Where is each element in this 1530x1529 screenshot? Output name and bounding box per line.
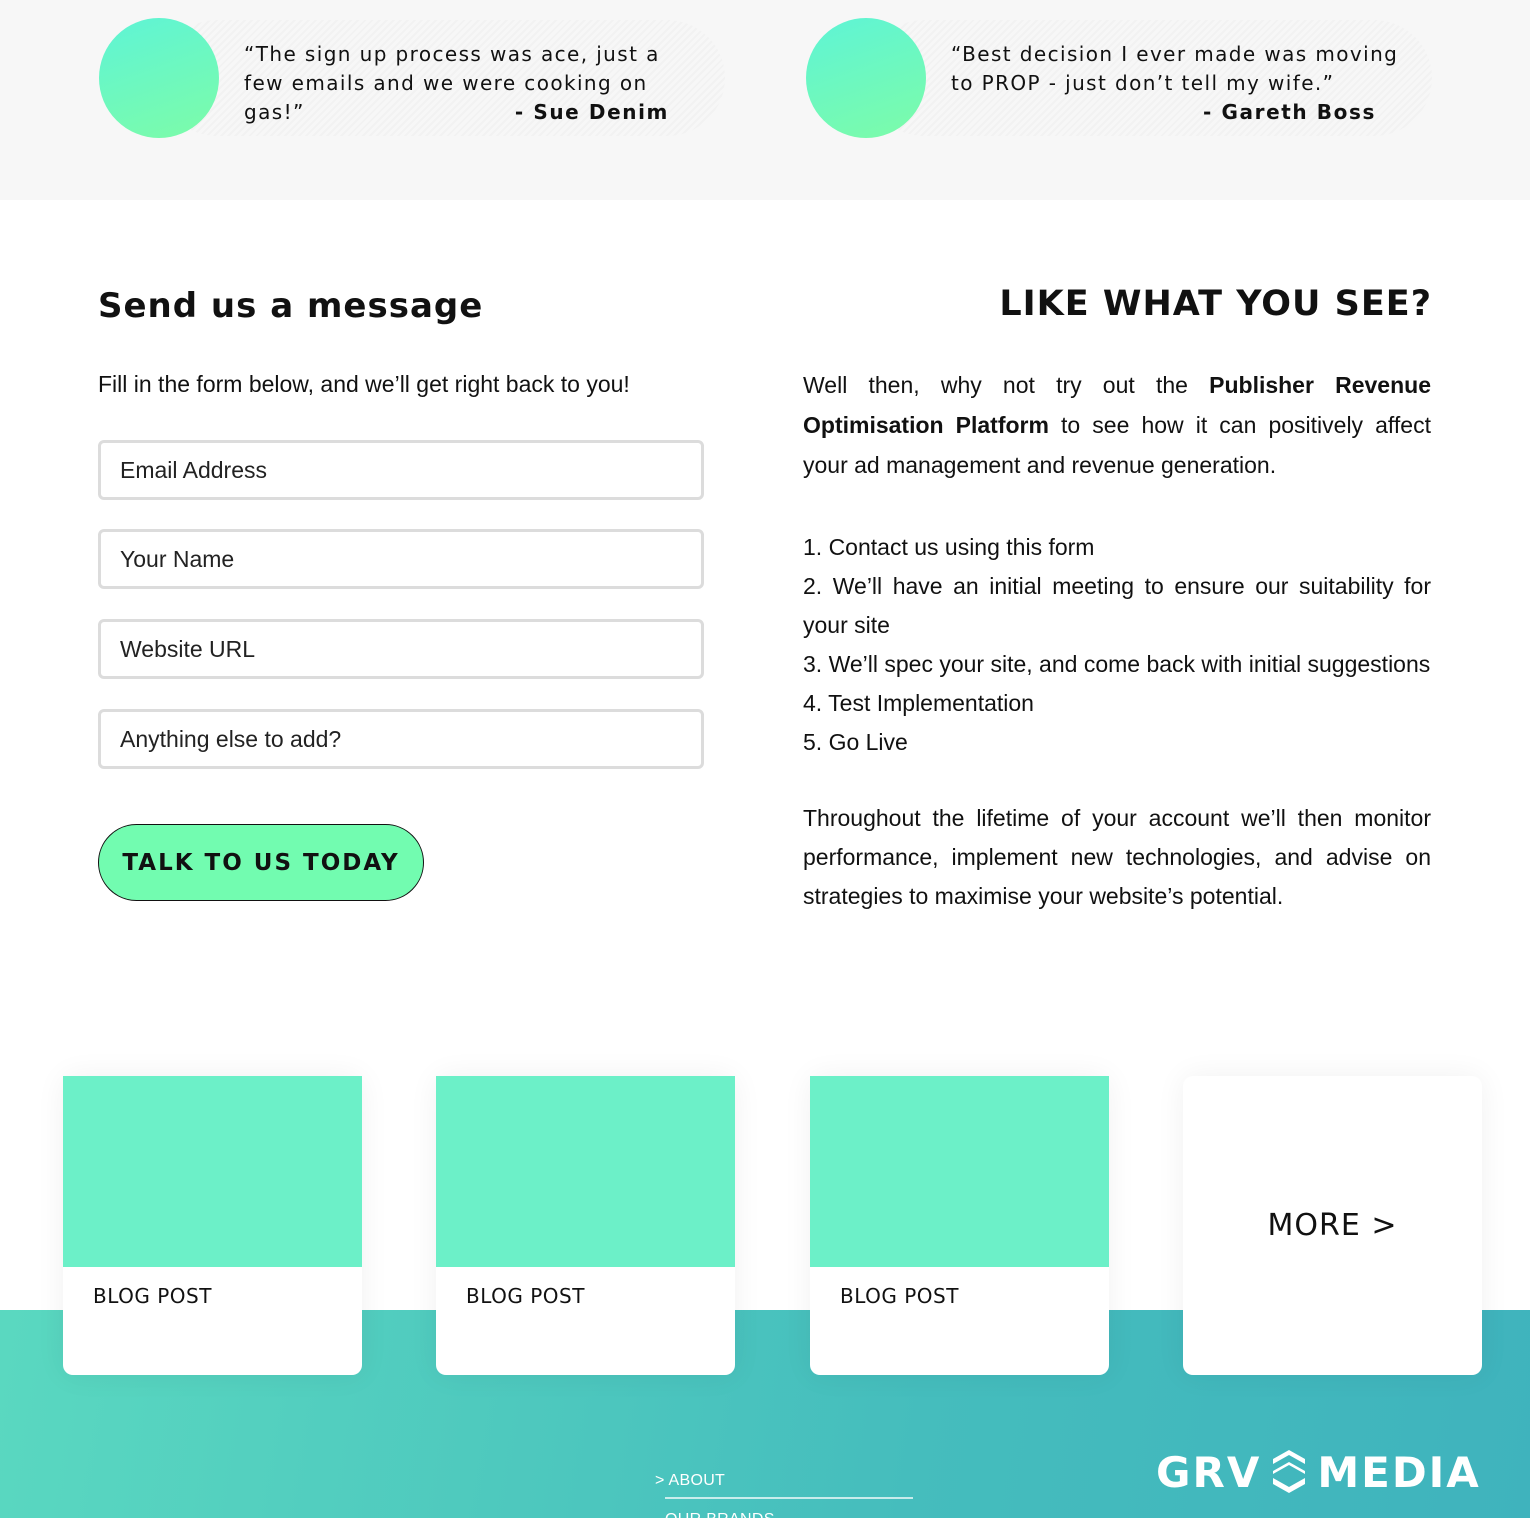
name-field[interactable] xyxy=(98,529,704,589)
testimonial-quote: “The sign up process was ace, just a few emails and we were cooking on gas!” xyxy=(244,42,660,124)
step-item: 5. Go Live xyxy=(803,729,908,755)
testimonial-quote: “Best decision I ever made was moving to PROP - just don’t tell my wife.” xyxy=(951,42,1399,95)
contact-title: Send us a message xyxy=(98,286,484,326)
testimonial-card xyxy=(806,18,1434,138)
blog-post-label: BLOG POST xyxy=(840,1284,959,1308)
logo-text-right: MEDIA xyxy=(1317,1447,1481,1497)
info-intro-paragraph xyxy=(803,365,1431,485)
testimonials-section xyxy=(0,0,1530,200)
step-item: 1. Contact us using this form xyxy=(803,534,1095,560)
footer-link-next[interactable]: OUR BRANDS xyxy=(665,1511,775,1528)
step-item: 4. Test Implementation xyxy=(803,690,1034,716)
blog-post-image xyxy=(63,1076,362,1267)
blog-post-image xyxy=(436,1076,735,1267)
blog-post-image xyxy=(810,1076,1109,1267)
info-title: LIKE WHAT YOU SEE? xyxy=(999,284,1432,324)
blog-post-label: BLOG POST xyxy=(466,1284,585,1308)
contact-intro: Fill in the form below, and we’ll get right back to you! xyxy=(98,371,630,397)
more-posts-card[interactable] xyxy=(1183,1076,1482,1375)
blog-post-card[interactable] xyxy=(810,1076,1109,1375)
steps-list xyxy=(803,528,1431,762)
product-name: Publisher Revenue Optimisation Platform xyxy=(803,372,1431,438)
testimonial-card xyxy=(99,18,727,138)
blog-post-card[interactable] xyxy=(63,1076,362,1375)
blog-post-label: BLOG POST xyxy=(93,1284,212,1308)
blog-post-card[interactable] xyxy=(436,1076,735,1375)
info-intro-text: Well then, why not try out the xyxy=(803,372,1210,398)
message-field[interactable] xyxy=(98,709,704,769)
step-item: 3. We’ll spec your site, and come back with initial suggestions xyxy=(803,651,1431,677)
grv-media-logo[interactable] xyxy=(1156,1444,1481,1500)
testimonial-author: - Gareth Boss xyxy=(1203,100,1376,124)
footer-divider xyxy=(665,1497,913,1499)
avatar xyxy=(806,18,926,138)
more-posts-label: MORE > xyxy=(1267,1208,1398,1243)
logo-text-left: GRV xyxy=(1156,1447,1262,1497)
footer-link-about[interactable]: > ABOUT xyxy=(655,1472,726,1489)
email-field[interactable] xyxy=(98,440,704,500)
step-item: 2. We’ll have an initial meeting to ensure our suitability for your site xyxy=(803,573,1431,638)
website-url-field[interactable] xyxy=(98,619,704,679)
info-closing-paragraph: Throughout the lifetime of your account we’ll then monitor performance, implement new technologies, and advise on strategies to maximise your website’s potential. xyxy=(803,805,1431,909)
info-intro-text-end: to see how it can positively affect your ad management and revenue generation. xyxy=(803,412,1431,478)
testimonial-author: - Sue Denim xyxy=(514,100,669,124)
avatar xyxy=(99,18,219,138)
talk-to-us-button[interactable]: TALK TO US TODAY xyxy=(98,824,424,901)
hexagon-logo-icon xyxy=(1271,1448,1307,1496)
